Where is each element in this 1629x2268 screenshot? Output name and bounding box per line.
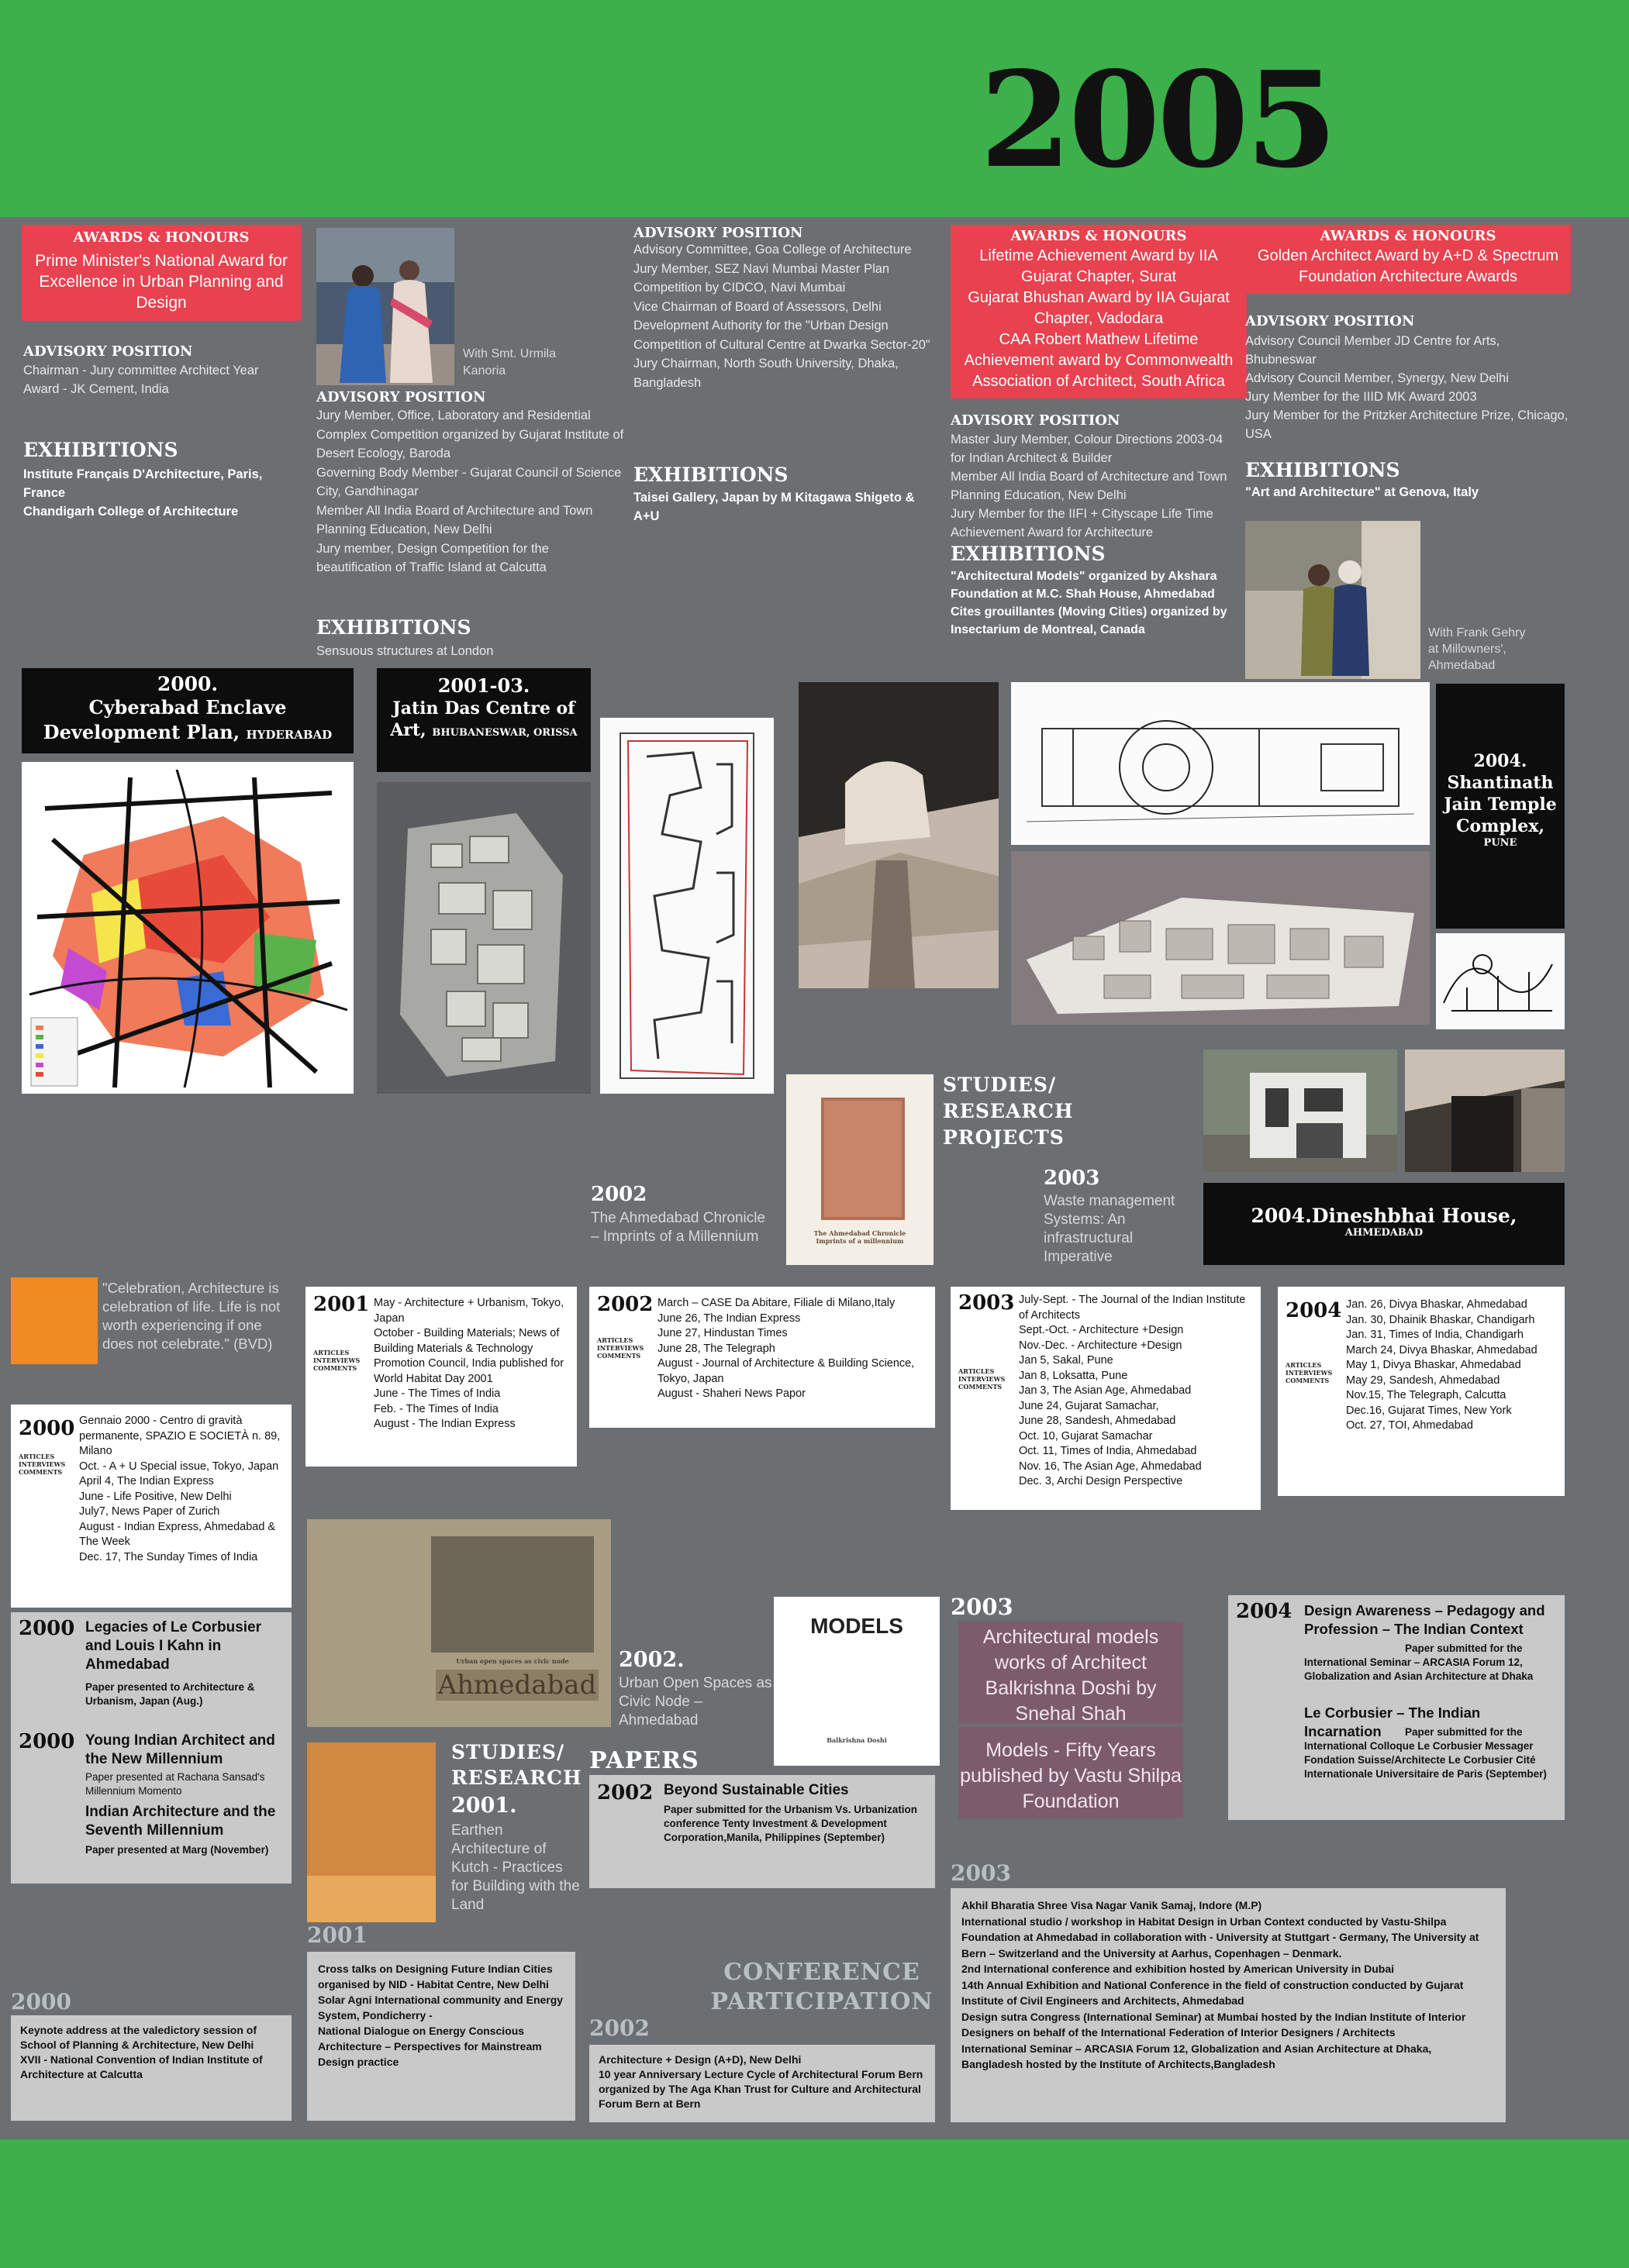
article-entry: June - Life Positive, New Delhi [79, 1490, 232, 1503]
paper-2004-design-awareness [1228, 1595, 1565, 1820]
study-text: Waste management Systems: An infrastructural Imperative [1044, 1193, 1175, 1265]
footer-band [0, 2139, 1629, 2268]
paper-note: Paper presented at Marg (November) [85, 1844, 269, 1856]
model-image [377, 782, 591, 1094]
article-list [79, 1414, 287, 1565]
advisory-heading: ADVISORY POSITION [1245, 313, 1415, 329]
project-title-cyberabad [22, 668, 354, 753]
book-cover-pattern [821, 1098, 905, 1220]
articles-box-2003 [951, 1287, 1261, 1510]
study-year: 2002 [591, 1183, 647, 1206]
models-item-2: Models - Fifty Years published by Vastu Shilpa Foundation [958, 1727, 1183, 1818]
advisory-text: Advisory Council Member JD Centre for Arts, Bhubneswar Advisory Council Member, Synergy, New Delhi Jury Member for the IIID MK Award 2003 Jury Member for the Pritzker Architecture Prize, Chicago, USA [1245, 334, 1569, 441]
project-place: PUNE [1483, 837, 1517, 849]
photo-caption: With Smt. Urmila Kanoria [463, 347, 556, 377]
sketch-image [1436, 933, 1565, 1029]
exhibitions-text: "Architectural Models" organized by Akshara Foundation at M.C. Shah House, Ahmedabad Cites grouillantes (Moving Cities) organized by Insectarium de Montreal, Canada [951, 570, 1227, 636]
article-entry: June - The Times of India [374, 1387, 501, 1400]
articles-box-2000 [11, 1405, 292, 1608]
book-cover-title: Ahmedabad [436, 1670, 599, 1701]
project-name: 2004.Dineshbhai House, [1251, 1205, 1517, 1227]
article-entry: June 27, Hindustan Times [657, 1327, 788, 1339]
article-entry: Jan 3, The Asian Age, Ahmedabad [1019, 1384, 1192, 1397]
models-book-author: Balkrishna Doshi [827, 1736, 887, 1744]
conference-year: 2002 [589, 2015, 650, 2041]
project-year: 2001-03. [437, 674, 530, 697]
article-entry: Jan 5, Sakal, Pune [1019, 1354, 1113, 1367]
exhibitions-text: Institute Français D'Architecture, Paris, France Chandigarh College of Architecture [23, 467, 263, 519]
awards-box-col1 [22, 225, 301, 321]
exhibitions-heading: EXHIBITIONS [1245, 459, 1400, 481]
book-photo-grid [431, 1536, 594, 1653]
article-label: ARTICLES INTERVIEWS COMMENTS [958, 1367, 1006, 1391]
studies-heading: STUDIES/ RESEARCH [451, 1741, 582, 1789]
article-entry: May 1, Divya Bhaskar, Ahmedabad [1346, 1359, 1521, 1371]
exhibitions-heading: EXHIBITIONS [633, 464, 789, 486]
article-year: 2003 [958, 1291, 1015, 1315]
article-entry: Dec. 17, The Sunday Times of India [79, 1550, 258, 1563]
header-band [0, 0, 1629, 217]
paper-title: Young Indian Architect and the New Millennium [85, 1732, 275, 1767]
paper-note: Paper submitted for the Urbanism Vs. Urbanization conference Tenty Investment & Development Corporation,Manila, Philippines (September) [664, 1804, 918, 1843]
article-label: ARTICLES INTERVIEWS COMMENTS [19, 1453, 66, 1476]
orange-book-thumb [11, 1277, 98, 1364]
awards-text: Lifetime Achievement Award by IIA Gujarat Chapter, Surat Gujarat Bhushan Award by IIA Gujarat Chapter, Vadodara CAA Robert Mathew Lifetime Achievement award by Commonwealth Association of Architect, South Africa [964, 247, 1234, 390]
article-entry: Dec.16, Gujarat Times, New York [1346, 1404, 1512, 1417]
page-title: 2005 [979, 43, 1334, 198]
shantinath-sketch [1436, 933, 1565, 1029]
article-entry: Feb. - The Times of India [374, 1402, 499, 1415]
models-year: 2003 [951, 1594, 1013, 1620]
article-entry: May - Architecture + Urbanism, Tokyo, Japan [374, 1297, 564, 1325]
model-image [799, 682, 999, 988]
models-item-1: Architectural models works of Architect Balkrishna Doshi by Snehal Shah [958, 1622, 1183, 1724]
article-entry: Oct. 10, Gujarat Samachar [1019, 1429, 1153, 1442]
dineshbhai-house-photo-1 [1203, 1050, 1397, 1172]
photo-urmila-kanoria [316, 228, 454, 385]
paper-year: 2000 [19, 1730, 75, 1753]
advisory-heading: ADVISORY POSITION [23, 343, 193, 360]
paper-title: Design Awareness – Pedagogy and Profession – The Indian Context [1304, 1602, 1545, 1637]
paper-note: Paper submitted for the International Seminar – ARCASIA Forum 12, Globalization and Asian Architecture at Dhaka [1304, 1642, 1534, 1682]
article-entry: Nov. 16, The Asian Age, Ahmedabad [1019, 1460, 1202, 1473]
project-title-shantinath [1436, 684, 1565, 929]
exhibitions-text: "Art and Architecture" at Genova, Italy [1245, 485, 1479, 499]
article-entry: October - Building Materials; News of Building Materials & Technology Promotion Council, India published for World Habitat Day 2001 [374, 1327, 564, 1385]
project-name: Jatin Das Centre of Art, BHUBANESWAR, ORISSA [390, 698, 578, 740]
study-text: Earthen Architecture of Kutch - Practices for Building with the Land [451, 1822, 580, 1913]
jatin-das-model-photo [377, 782, 591, 1094]
paper-2000-young-architect [11, 1725, 292, 1884]
article-entry: July-Sept. - The Journal of the Indian Institute of Architects [1019, 1294, 1246, 1322]
article-entry: Jan. 31, Times of India, Chandigarh [1346, 1329, 1524, 1341]
advisory-text: Master Jury Member, Colour Directions 2003-04 for Indian Architect & Builder Member All India Board of Architecture and Town Planning Education, New Delhi Jury Member for the IIFI + Cityscape Life Time Achievement Award for Architecture [951, 433, 1227, 539]
study-year: 2001. [451, 1794, 517, 1818]
site-plan-drawing [600, 718, 774, 1094]
conference-box-2000: Keynote address at the valedictory session of School of Planning & Architecture, New Delhi XVII - National Convention of Indian Institute of Architecture at Calcutta [11, 2015, 292, 2121]
articles-box-2001 [305, 1287, 577, 1467]
paper-note: Paper submitted for the International Colloque Le Corbusier Messager Fondation Suisse/Architecte Le Corbusier Cité Internationale Universitaire de Paris (September) [1304, 1726, 1547, 1780]
article-label: ARTICLES INTERVIEWS COMMENTS [313, 1349, 361, 1372]
article-entry: Sept.-Oct. - Architecture +Design [1019, 1324, 1184, 1336]
paper-year: 2004 [1236, 1600, 1293, 1623]
shantinath-site-model [1011, 851, 1430, 1025]
shantinath-model-photo [799, 682, 999, 988]
advisory-text: Jury Member, Office, Laboratory and Residential Complex Competition organized by Gujarat Institute of Desert Ecology, Baroda Governing Body Member - Gujarat Council of Science City, Gandhinagar Member All India Board of Architecture and Town Planning Education, New Delhi Jury member, Design Competition for the beautification of Traffic Island at Calcutta [316, 408, 624, 574]
article-entry: Oct. - A + U Special issue, Tokyo, Japan [79, 1460, 279, 1473]
article-entry: June 28, Sandesh, Ahmedabad [1019, 1415, 1176, 1427]
awards-heading: AWARDS & HONOURS [1010, 228, 1187, 244]
quote-text: "Celebration, Architecture is celebration of life. Life is not worth experiencing if one does not celebrate." (BVD) [102, 1280, 281, 1352]
article-entry: August - Indian Express, Ahmedabad & The Week [79, 1520, 276, 1548]
map-image [22, 762, 354, 1094]
article-entry: August - Journal of Architecture & Building Science, Tokyo, Japan [657, 1357, 915, 1385]
conference-year: 2001 [307, 1922, 368, 1948]
article-entry: Nov.-Dec. - Architecture +Design [1019, 1339, 1182, 1352]
article-list [1346, 1298, 1562, 1434]
article-entry: March 24, Divya Bhaskar, Ahmedabad [1346, 1343, 1538, 1356]
project-name: Cyberabad Enclave Development Plan, HYDERABAD [43, 696, 333, 743]
photo-caption: With Frank Gehry at Millowners', Ahmedabad [1428, 626, 1526, 672]
paper-2002-sustainable-cities [589, 1775, 935, 1888]
house-image [1203, 1050, 1397, 1172]
awards-text: Golden Architect Award by A+D & Spectrum Foundation Architecture Awards [1257, 247, 1559, 285]
photo-gehry-image [1245, 521, 1420, 679]
advisory-text: Advisory Committee, Goa College of Architecture Jury Member, SEZ Navi Mumbai Master Plan Competition by CIDCO, Navi Mumbai Vice Chairman of Board of Assessors, Delhi Development Authority for the "Urban Design Competition of Cultural Centre at Dwarka Sector-20" Jury Chairman, North South University, Dhaka, Bangladesh [633, 243, 930, 390]
study-text: Urban Open Spaces as Civic Node – Ahmedabad [619, 1675, 772, 1729]
conference-year: 2003 [951, 1860, 1011, 1886]
advisory-heading: ADVISORY POSITION [316, 389, 486, 405]
conference-heading: CONFERENCE PARTICIPATION [710, 1959, 934, 2015]
conference-box-2003: Akhil Bharatia Shree Visa Nagar Vanik Samaj, Indore (M.P) International studio / workshop in Habitat Design in Urban Context conducted by Vastu-Shilpa Foundation at Ahmedabad in collaboration with - University at Stuttgart - Germany, The University at Bern – Switzerland and the University at Aarhus, Copenhagen – Denmark. 2nd International conference and exhibition hosted by American University in Dubai 14th Annual Exhibition and National Conference in the field of construction conducted by Gujarat Institute of Civil Engineers and Architects, Ahmedabad Design sutra Congress (International Seminar) at Mumbai hosted by the Indian Institute of Interior Designers on behalf of the International Federation of Interior Designers / Architects International Seminar – ARCASIA Forum 12, Globalization and Asian Architecture at Dhaka, Bangladesh hosted by the Institute of Architects,Bangladesh [951, 1888, 1506, 2122]
dineshbhai-house-photo-2 [1405, 1050, 1565, 1172]
models-book-title: MODELS [810, 1614, 903, 1638]
project-title-dineshbhai [1203, 1183, 1565, 1265]
article-entry: Gennaio 2000 - Centro di gravità permanente, SPAZIO E SOCIETÀ n. 89, Milano [79, 1415, 281, 1457]
exhibitions-text: Taisei Gallery, Japan by M Kitagawa Shigeto & A+U [633, 491, 915, 523]
article-year: 2000 [19, 1417, 75, 1440]
exhibitions-heading: EXHIBITIONS [951, 543, 1106, 565]
article-list [1019, 1293, 1256, 1490]
exhibitions-heading: EXHIBITIONS [23, 439, 178, 461]
awards-box-col5 [1245, 225, 1571, 294]
article-entry: June 26, The Indian Express [657, 1312, 801, 1325]
article-entry: July7, News Paper of Zurich [79, 1505, 220, 1518]
articles-box-2002 [589, 1287, 935, 1428]
project-year: 2000. [157, 673, 219, 695]
advisory-heading: ADVISORY POSITION [633, 225, 803, 241]
articles-box-2004 [1278, 1287, 1565, 1496]
article-list [657, 1296, 929, 1402]
article-year: 2004 [1286, 1299, 1342, 1322]
papers-heading: PAPERS [589, 1747, 699, 1774]
exhibitions-heading: EXHIBITIONS [316, 616, 471, 639]
article-label: ARTICLES INTERVIEWS COMMENTS [597, 1336, 644, 1360]
paper-note: Paper presented to Architecture & Urbanism, Japan (Aug.) [85, 1681, 255, 1707]
project-name: 2004. Shantinath Jain Temple Complex, [1444, 751, 1557, 836]
paper-note: Paper presented at Rachana Sansad's Millennium Momento [85, 1771, 265, 1797]
conference-box-2002: Architecture + Design (A+D), New Delhi 10 year Anniversary Lecture Cycle of Architectural Forum Bern organized by The Aga Khan Trust for Culture and Architectural Forum Bern at Bern [589, 2045, 935, 2122]
article-entry: Oct. 11, Times of India, Ahmedabad [1019, 1445, 1197, 1457]
study-year: 2002. [619, 1648, 685, 1672]
book-models [774, 1597, 940, 1766]
article-entry: Dec. 3, Archi Design Perspective [1019, 1475, 1183, 1487]
conference-year: 2000 [11, 1989, 71, 2015]
article-entry: Jan. 26, Divya Bhaskar, Ahmedabad [1346, 1298, 1527, 1311]
plan-drawing-image [600, 718, 774, 1094]
awards-text: Prime Minister's National Award for Excellence in Urban Planning and Design [35, 252, 288, 312]
awards-box-col4 [951, 225, 1247, 398]
advisory-text: Chairman - Jury committee Architect Year Award - JK Cement, India [23, 364, 259, 396]
article-entry: August - Shaheri News Papor [657, 1387, 806, 1400]
book-urban-open-spaces [307, 1519, 611, 1727]
article-entry: Jan 8, Loksatta, Pune [1019, 1369, 1128, 1382]
article-entry: Nov.15, The Telegraph, Calcutta [1346, 1389, 1506, 1401]
paper-title: Indian Architecture and the Seventh Millennium [85, 1804, 276, 1839]
paper-2000-legacies [11, 1612, 292, 1729]
awards-heading: AWARDS & HONOURS [73, 229, 250, 246]
plan-drawing-image [1011, 682, 1430, 845]
article-entry: Oct. 27, TOI, Ahmedabad [1346, 1419, 1473, 1432]
article-year: 2001 [313, 1293, 370, 1316]
article-list [374, 1296, 572, 1432]
house-image [1405, 1050, 1565, 1172]
book-cover-band [307, 1876, 436, 1922]
photo-people-image [316, 228, 454, 385]
article-entry: March – CASE Da Abitare, Filiale di Milano,Italy [657, 1297, 896, 1309]
article-entry: May 29, Sandesh, Ahmedabad [1346, 1374, 1500, 1387]
project-title-jatin-das [377, 668, 591, 772]
article-entry: June 24, Gujarat Samachar, [1019, 1399, 1159, 1412]
article-year: 2002 [597, 1293, 654, 1316]
paper-year: 2000 [19, 1617, 75, 1640]
paper-year: 2002 [597, 1781, 654, 1804]
book-cover-text: Urban open spaces as civic node [456, 1657, 569, 1665]
exhibitions-text: Sensuous structures at London [316, 644, 494, 658]
book-ahmedabad-chronicle [786, 1074, 934, 1265]
book-earthen-architecture [307, 1742, 436, 1922]
advisory-heading: ADVISORY POSITION [951, 412, 1120, 429]
article-entry: August - The Indian Express [374, 1418, 516, 1430]
model-image [1011, 851, 1430, 1025]
conference-box-2001: Cross talks on Designing Future Indian Cities organised by NID - Habitat Centre, New Delhi Solar Agni International community and Energy System, Pondicherry - National Dialogue on Energy Conscious Architecture – Perspectives for Mainstream Design practice [307, 1952, 575, 2121]
studies-heading: STUDIES/ RESEARCH PROJECTS [943, 1074, 1074, 1149]
paper-title: Legacies of Le Corbusier and Louis I Kahn in Ahmedabad [85, 1619, 262, 1673]
study-year: 2003 [1044, 1167, 1100, 1190]
article-entry: Jan. 30, Dhainik Bhaskar, Chandigarh [1346, 1313, 1535, 1326]
book-cover-text: The Ahmedabad Chronicle Imprints of a millennium [813, 1229, 906, 1245]
paper-title: Le Corbusier – The Indian Incarnation [1304, 1704, 1481, 1739]
project-place: AHMEDABAD [1344, 1227, 1424, 1239]
photo-frank-gehry [1245, 521, 1420, 679]
study-text: The Ahmedabad Chronicle – Imprints of a Millennium [591, 1210, 765, 1245]
article-entry: June 28, The Telegraph [657, 1342, 775, 1355]
article-label: ARTICLES INTERVIEWS COMMENTS [1286, 1361, 1333, 1384]
shantinath-plan-drawing [1011, 682, 1430, 845]
cyberabad-plan-map [22, 762, 354, 1094]
paper-title: Beyond Sustainable Cities [664, 1782, 849, 1798]
awards-heading: AWARDS & HONOURS [1320, 228, 1496, 244]
article-entry: April 4, The Indian Express [79, 1475, 214, 1487]
